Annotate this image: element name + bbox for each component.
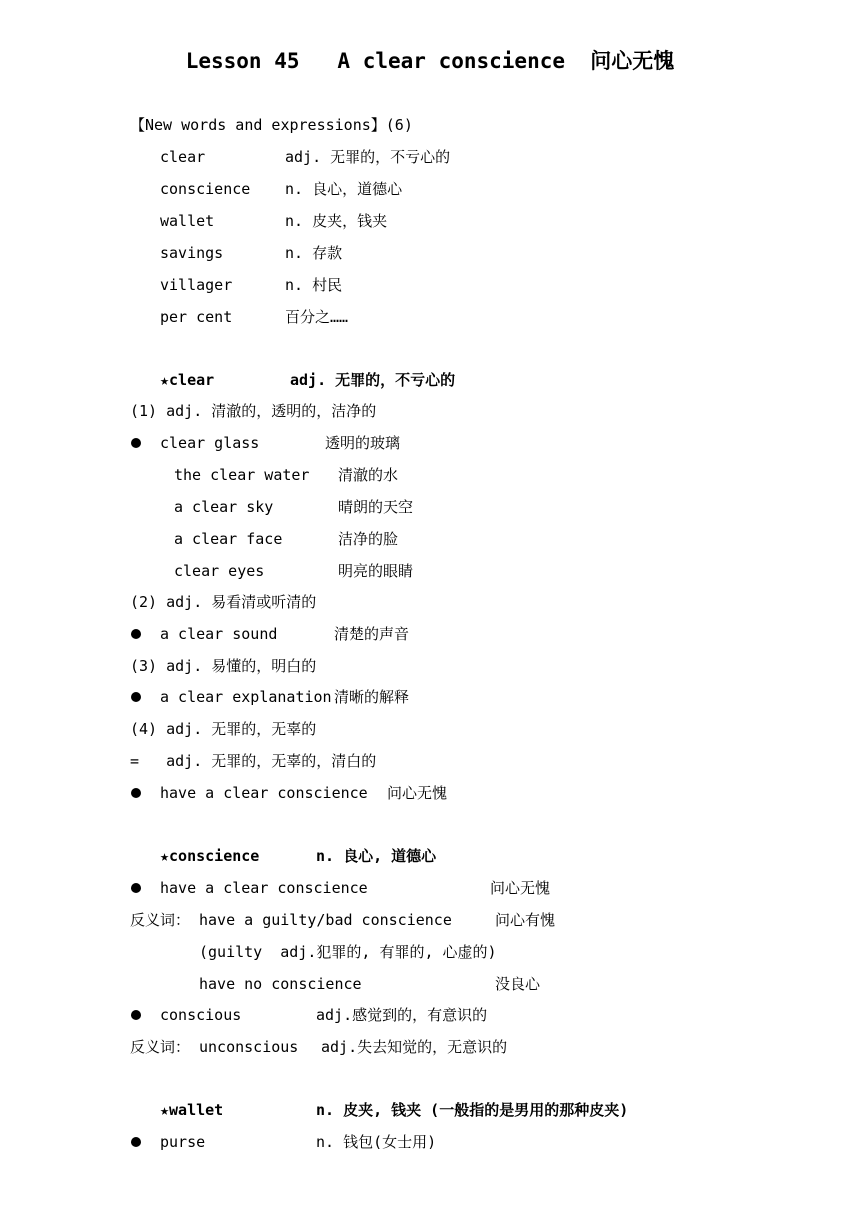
example-en: have a clear conscience xyxy=(160,879,368,897)
example-zh: 没良心 xyxy=(495,975,541,993)
vocab-meaning: n. 村民 xyxy=(285,276,343,294)
conscience-heading-word: ★conscience xyxy=(160,847,260,865)
example-zh: 清晰的解释 xyxy=(334,688,410,706)
new-words-header: 【New words and expressions】(6) xyxy=(130,116,413,134)
clear-heading-meaning: adj. 无罪的，不亏心的 xyxy=(290,371,456,389)
vocab-word: conscience xyxy=(160,180,251,198)
example-zh: 晴朗的天空 xyxy=(338,498,414,516)
example-en: a clear sky xyxy=(174,498,274,516)
example-zh: 透明的玻璃 xyxy=(325,434,401,452)
bullet-icon xyxy=(131,692,141,702)
example-en: have a clear conscience xyxy=(160,784,368,802)
antonym-label: 反义词： xyxy=(130,911,191,929)
bullet-icon xyxy=(131,1010,141,1020)
example-en: clear glass xyxy=(160,434,260,452)
bullet-icon xyxy=(131,883,141,893)
vocab-word: savings xyxy=(160,244,224,262)
vocab-word: wallet xyxy=(160,212,215,230)
wallet-heading-meaning: n. 皮夹, 钱夹 (一般指的是男用的那种皮夹) xyxy=(316,1101,629,1119)
example-zh: 明亮的眼睛 xyxy=(338,562,414,580)
vocab-word: villager xyxy=(160,276,233,294)
example-en: have a guilty/bad conscience xyxy=(199,911,452,929)
example-en: have no conscience xyxy=(199,975,362,993)
vocab-word: clear xyxy=(160,148,206,166)
example-zh: 问心无愧 xyxy=(387,784,448,802)
vocab-meaning: 百分之…… xyxy=(285,308,349,326)
conscience-heading-meaning: n. 良心, 道德心 xyxy=(316,847,437,865)
bullet-icon xyxy=(131,788,141,798)
example-zh: adj.失去知觉的，无意识的 xyxy=(321,1038,508,1056)
vocab-meaning: adj. 无罪的，不亏心的 xyxy=(285,148,451,166)
guilty-note: (guilty adj.犯罪的, 有罪的, 心虚的) xyxy=(199,943,497,961)
sense-3: (3) adj. 易懂的，明白的 xyxy=(130,657,317,675)
bullet-icon xyxy=(131,629,141,639)
example-en: purse xyxy=(160,1133,206,1151)
example-en: a clear sound xyxy=(160,625,278,643)
example-en: the clear water xyxy=(174,466,310,484)
example-en: clear eyes xyxy=(174,562,265,580)
vocab-meaning: n. 皮夹，钱夹 xyxy=(285,212,388,230)
page-title: Lesson 45 A clear conscience 问心无愧 xyxy=(185,49,675,73)
antonym-label: 反义词： xyxy=(130,1038,191,1056)
equal-line: = adj. 无罪的，无辜的，清白的 xyxy=(130,752,377,770)
example-zh: adj.感觉到的，有意识的 xyxy=(316,1006,488,1024)
vocab-meaning: n. 良心，道德心 xyxy=(285,180,403,198)
example-zh: 问心有愧 xyxy=(495,911,556,929)
example-en: a clear face xyxy=(174,530,283,548)
example-zh: 问心无愧 xyxy=(490,879,551,897)
wallet-heading-word: ★wallet xyxy=(160,1101,224,1119)
bullet-icon xyxy=(131,1137,141,1147)
example-en: conscious xyxy=(160,1006,242,1024)
example-en: unconscious xyxy=(199,1038,299,1056)
example-zh: 清澈的水 xyxy=(338,466,399,484)
example-zh: 洁净的脸 xyxy=(338,530,399,548)
example-en: a clear explanation xyxy=(160,688,332,706)
sense-2: (2) adj. 易看清或听清的 xyxy=(130,593,317,611)
bullet-icon xyxy=(131,438,141,448)
clear-heading-word: ★clear xyxy=(160,371,215,389)
sense-4: (4) adj. 无罪的，无辜的 xyxy=(130,720,317,738)
vocab-meaning: n. 存款 xyxy=(285,244,343,262)
vocab-word: per cent xyxy=(160,308,233,326)
sense-1: (1) adj. 清澈的，透明的，洁净的 xyxy=(130,402,377,420)
example-zh: 清楚的声音 xyxy=(334,625,410,643)
example-zh: n. 钱包(女士用) xyxy=(316,1133,437,1151)
